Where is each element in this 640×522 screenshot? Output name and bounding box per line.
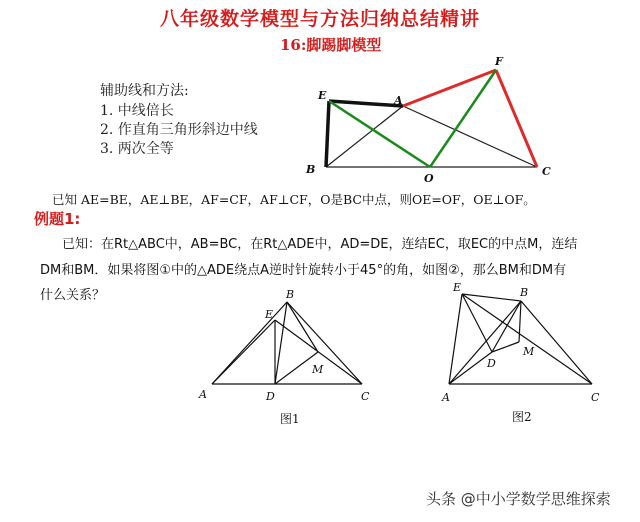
fig2-segment-AD [449, 352, 492, 384]
fig2-label-C: C [591, 391, 600, 404]
fig2-label-A: A [442, 391, 450, 404]
figure-1 [190, 285, 380, 425]
fig1-label-M: M [312, 363, 324, 376]
fig2-segment-DM [492, 342, 519, 352]
segment-AF [403, 70, 496, 106]
fig1-segment-BD [275, 302, 287, 384]
method-item-1: 1. 中线倍长 [100, 103, 174, 119]
fig1-label-B: B [286, 288, 295, 301]
fig2-label-E: E [453, 281, 462, 294]
section-subtitle: 16:脚踢脚模型 [280, 36, 382, 54]
figure-2 [435, 275, 610, 410]
figure-2-caption: 图2 [512, 410, 532, 424]
method-item-2: 2. 作直角三角形斜边中线 [100, 122, 258, 138]
fig1-segment-AB [212, 302, 287, 384]
page-title: 八年级数学模型与方法归纳总结精讲 [159, 8, 480, 30]
segment-FC [496, 70, 537, 167]
fig1-label-C: C [361, 390, 370, 403]
label-F: F [495, 55, 503, 68]
segment-EB [326, 101, 329, 167]
label-B: B [306, 163, 316, 176]
fig1-label-D: D [266, 390, 275, 403]
method-heading: 辅助线和方法: [100, 83, 189, 99]
fig2-segment-BM [519, 301, 521, 342]
fig1-label-A: A [199, 388, 207, 401]
problem-line-2: DM和BM．如果将图①中的△ADE绕点A逆时针旋转小于45°的角，如图②，那么BM和DM有 [40, 263, 567, 278]
segment-EA [329, 101, 403, 106]
fig1-segment-AE [212, 320, 275, 384]
model-figure [300, 52, 570, 187]
segment-OF [430, 70, 496, 167]
fig1-segment-BM [287, 302, 318, 352]
fig2-segment-AB [449, 301, 521, 384]
problem-line-1: 已知：在Rt△ABC中，AB=BC，在Rt△ADE中，AD=DE，连结EC，取EC的中点M，连结 [62, 237, 578, 252]
fig2-label-B: B [520, 286, 529, 299]
label-O: O [424, 172, 434, 185]
fig2-segment-ED [462, 294, 492, 352]
problem-line-3: 什么关系？ [40, 288, 106, 303]
fig1-label-E: E [265, 308, 274, 321]
label-A: A [394, 94, 403, 107]
figure-1-caption: 图1 [280, 412, 300, 426]
segment-AC [403, 106, 537, 167]
fig1-segment-BC [287, 302, 362, 384]
label-E: E [318, 89, 327, 102]
fig2-label-D: D [487, 357, 496, 370]
segment-BA [326, 106, 403, 167]
fig2-segment-BD [492, 301, 521, 352]
label-C: C [542, 165, 551, 178]
watermark: 头条 @中小学数学思维探索 [426, 490, 611, 508]
model-conclusion: 已知 AE=BE，AE⊥BE，AF=CF，AF⊥CF，O是BC中点，则OE=OF，OE⊥OF。 [52, 192, 536, 207]
fig2-label-M: M [523, 345, 535, 358]
method-item-3: 3. 两次全等 [100, 141, 174, 157]
example-heading: 例题1: [34, 210, 81, 228]
